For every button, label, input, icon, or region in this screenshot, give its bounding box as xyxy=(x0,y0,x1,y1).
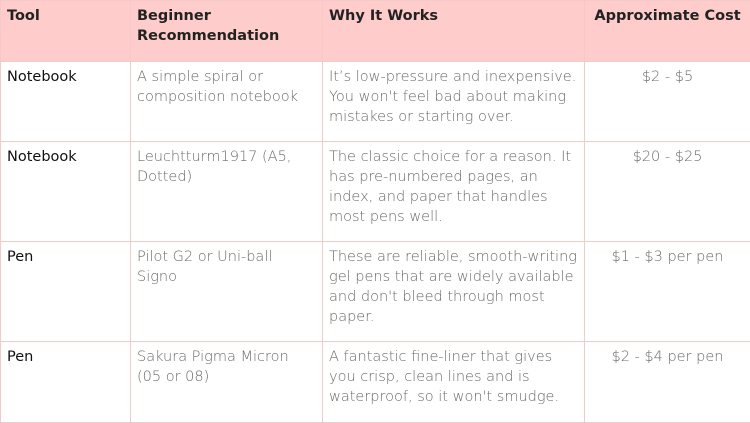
why-cell: A fantastic fine-liner that gives you crisp, clean lines and is waterproof, so it won't smudge. xyxy=(323,342,585,423)
cost-cell: $2 - $4 per pen xyxy=(585,342,750,423)
header-row xyxy=(1,1,750,62)
table-row xyxy=(1,342,750,423)
cost-cell: $2 - $5 xyxy=(585,62,750,142)
header-tool: Tool xyxy=(1,1,131,62)
header-why: Why It Works xyxy=(323,1,585,62)
why-cell: The classic choice for a reason. It has pre-numbered pages, an index, and paper that handles most pens well. xyxy=(323,142,585,242)
why-cell: It’s low-pressure and inexpensive. You won't feel bad about making mistakes or starting over. xyxy=(323,62,585,142)
tool-cell: Notebook xyxy=(1,62,131,142)
recommendation-cell: A simple spiral or composition notebook xyxy=(131,62,323,142)
table-row xyxy=(1,242,750,342)
cost-cell: $20 - $25 xyxy=(585,142,750,242)
recommendation-cell: Leuchtturm1917 (A5, Dotted) xyxy=(131,142,323,242)
header-recommendation: Beginner Recommendation xyxy=(131,1,323,62)
why-cell: These are reliable, smooth-writing gel pens that are widely available and don't bleed through most paper. xyxy=(323,242,585,342)
recommendation-cell: Sakura Pigma Micron (05 or 08) xyxy=(131,342,323,423)
table-body xyxy=(1,62,750,423)
table-header xyxy=(1,1,750,62)
cost-cell: $1 - $3 per pen xyxy=(585,242,750,342)
tool-cell: Pen xyxy=(1,242,131,342)
tool-cell: Notebook xyxy=(1,142,131,242)
tool-cell: Pen xyxy=(1,342,131,423)
table-row xyxy=(1,142,750,242)
table-row xyxy=(1,62,750,142)
recommendation-cell: Pilot G2 or Uni-ball Signo xyxy=(131,242,323,342)
header-cost: Approximate Cost xyxy=(585,1,750,62)
